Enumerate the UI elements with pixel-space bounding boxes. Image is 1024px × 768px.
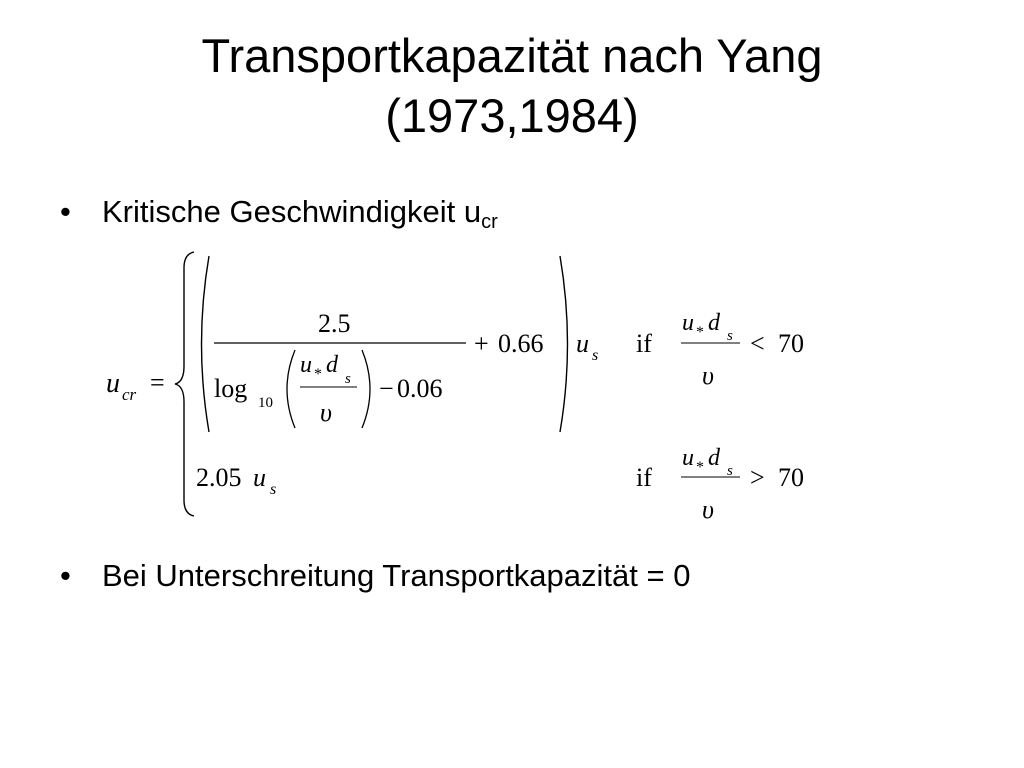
big-paren-left <box>202 256 210 432</box>
lhs-subscript: cr <box>122 385 137 404</box>
case2-cond-op: > <box>750 463 765 492</box>
case2-cond-star: * <box>696 459 704 476</box>
case1-cond-d: d <box>708 310 720 336</box>
case2-cond-value: 70 <box>778 463 804 492</box>
plus-sign: + <box>474 329 489 358</box>
inner-star: * <box>314 366 322 383</box>
left-brace <box>175 252 194 516</box>
case1-cond-op: < <box>750 329 765 358</box>
bullet-transport-zero <box>60 556 690 596</box>
case1-if: if <box>636 329 652 358</box>
case2-u: u <box>253 463 266 492</box>
inner-nu: υ <box>320 398 332 427</box>
minus-value: 0.06 <box>397 374 443 403</box>
case1-cond-value: 70 <box>778 329 804 358</box>
case1-cond-nu: υ <box>702 361 714 390</box>
equals-sign: = <box>150 368 165 397</box>
inner-d: d <box>326 352 338 378</box>
case2-cond-nu: υ <box>702 495 714 524</box>
case2-cond-d-sub: s <box>727 463 733 479</box>
log-text: log <box>214 374 248 403</box>
bullet-subscript: cr <box>481 211 498 233</box>
lhs-var: u <box>106 368 120 399</box>
case2-cond-d: d <box>708 445 720 471</box>
small-paren-right <box>362 350 370 428</box>
factor-u: u <box>576 329 589 358</box>
case1-cond-star: * <box>696 324 704 341</box>
case1-cond-u: u <box>682 310 694 336</box>
bullet-text: Kritische Geschwindigkeit u <box>102 194 482 229</box>
title-line-1: Transportkapazität nach Yang <box>201 29 823 82</box>
case2-if: if <box>636 463 652 492</box>
plus-value: 0.66 <box>498 329 544 358</box>
title-line-2: (1973,1984) <box>385 89 639 142</box>
case1-cond-d-sub: s <box>727 328 733 344</box>
inner-d-sub: s <box>345 371 351 387</box>
inner-u: u <box>300 352 312 378</box>
big-paren-right <box>560 256 568 432</box>
case2-coef: 2.05 <box>196 463 242 492</box>
bullet-text: Bei Unterschreitung Transportkapazität = 0 <box>102 558 691 593</box>
minus-sign: − <box>379 374 394 403</box>
case1-numerator: 2.5 <box>318 309 351 338</box>
small-paren-left <box>287 350 295 428</box>
case2-cond-u: u <box>682 445 694 471</box>
log-base: 10 <box>258 395 273 411</box>
case2-u-sub: s <box>270 481 277 498</box>
bullet-dot: • <box>60 558 71 593</box>
factor-u-sub: s <box>592 347 599 364</box>
bullet-dot: • <box>60 194 71 229</box>
